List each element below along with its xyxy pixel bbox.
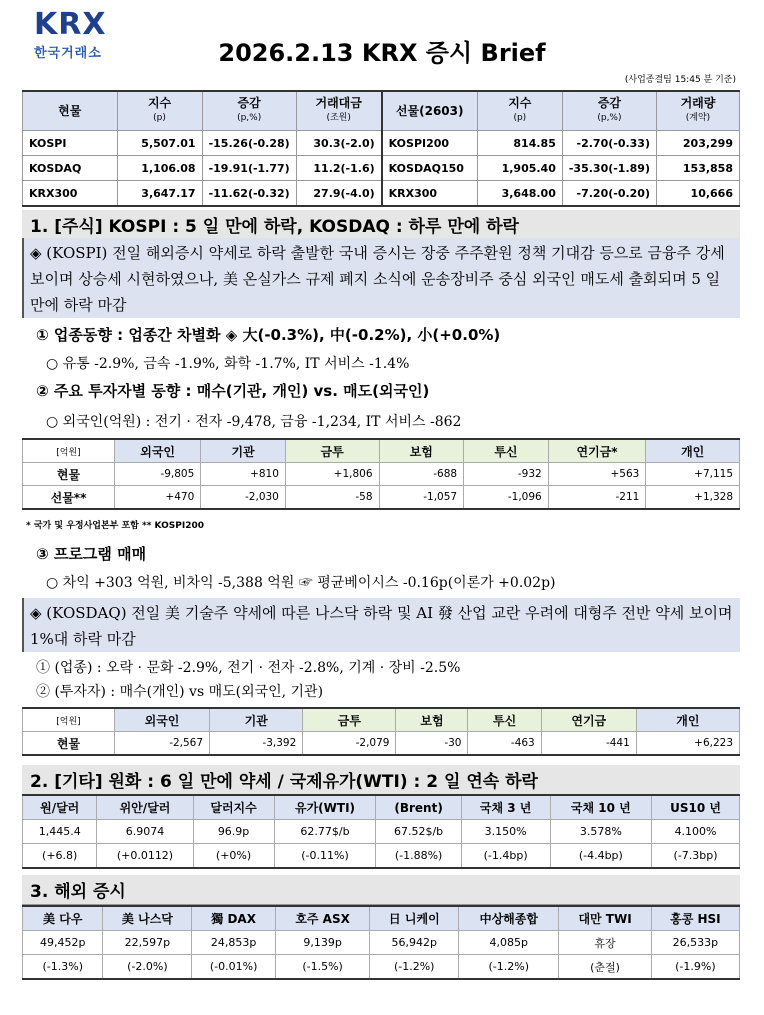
col-ktb10y: 국채 10 년 — [550, 795, 652, 820]
row-label: 현물 — [23, 732, 115, 756]
table-row — [23, 955, 740, 980]
table-cell: +1,328 — [646, 486, 740, 510]
section-3-title: 3. 해외 증시 — [22, 875, 740, 905]
col-institution: 기관 — [210, 708, 303, 732]
table-cell: -2,079 — [303, 732, 396, 756]
table-row — [23, 486, 740, 510]
col-individual: 개인 — [636, 708, 739, 732]
market-index: 3,647.17 — [117, 181, 202, 207]
market-amount: 11.2(-1.6) — [296, 156, 381, 181]
table-cell: +6,223 — [636, 732, 739, 756]
table-row — [23, 463, 740, 486]
col-usdkrw: 원/달러 — [23, 795, 97, 820]
table-cell: (-1.4bp) — [461, 844, 550, 869]
market-change: -19.91(-1.77) — [202, 156, 296, 181]
table-cell: 24,853p — [192, 931, 276, 955]
col-insurance: 보험 — [379, 439, 464, 463]
table-cell: 휴장 — [559, 931, 651, 955]
table-cell: -211 — [548, 486, 646, 510]
header-index: 지수 (p) — [117, 91, 202, 131]
sector-trend-detail: ○ 유통 -2.9%, 금속 -1.9%, 화학 -1.7%, IT 서비스 -1.4% — [46, 356, 410, 372]
table-cell: 96.9p — [193, 820, 274, 844]
futures-name: KOSDAQ150 — [382, 156, 478, 181]
table-cell: -463 — [468, 732, 541, 756]
col-nikkei: 日 니케이 — [370, 906, 459, 931]
table-row — [23, 181, 740, 207]
header-f-volume: 거래량 (계약) — [656, 91, 739, 131]
table-cell: (춘절) — [559, 955, 651, 980]
table-cell: 56,942p — [370, 931, 459, 955]
table-cell: 1,445.4 — [23, 820, 97, 844]
col-brent: (Brent) — [376, 795, 461, 820]
market-index: 5,507.01 — [117, 131, 202, 156]
market-index: 1,106.08 — [117, 156, 202, 181]
footnote: * 국가 및 우정사업본부 포함 ** KOSPI200 — [26, 521, 204, 531]
table-row — [23, 844, 740, 869]
col-twi: 대만 TWI — [559, 906, 651, 931]
unit-label: [억원] — [23, 708, 115, 732]
investor-header-row — [23, 708, 740, 732]
table-cell: 6.9074 — [97, 820, 193, 844]
kosdaq-investor-table — [22, 707, 740, 756]
table-cell: -1,057 — [379, 486, 464, 510]
market-amount: 27.9(-4.0) — [296, 181, 381, 207]
table-cell: (-1.3%) — [23, 955, 103, 980]
program-trading-detail: ○ 차익 +303 억원, 비차익 -5,388 억원 ☞ 평균베이시스 -0.16p(이론가 +0.02p) — [46, 575, 556, 591]
table-cell: -688 — [379, 463, 464, 486]
kospi-summary: ◈ (KOSPI) 전일 해외증시 약세로 하락 출발한 국내 증시는 장중 주주환원 정책 기대감 등으로 금융주 강세 보이며 상승세 시현하였으나, 美 온실가스 규제 폐지 소식에 운송장비주 중심 외국인 매도세 출회되며 5 일 만에 하락 마감 — [22, 238, 740, 318]
table-row — [23, 131, 740, 156]
futures-name: KOSPI200 — [382, 131, 478, 156]
table-cell: 4,085p — [459, 931, 559, 955]
table-cell: (+0%) — [193, 844, 274, 869]
col-pension: 연기금* — [548, 439, 646, 463]
section-1-title: 1. [주식] KOSPI : 5 일 만에 하락, KOSDAQ : 하루 만에 하락 — [22, 210, 740, 240]
col-foreign: 외국인 — [115, 708, 210, 732]
table-cell: (-1.2%) — [370, 955, 459, 980]
kosdaq-investor: ② (투자자) : 매수(개인) vs 매도(외국인, 기관) — [36, 684, 324, 700]
col-shanghai: 中상해종합 — [459, 906, 559, 931]
col-insurance: 보험 — [396, 708, 468, 732]
market-name: KRX300 — [23, 181, 118, 207]
header-f-index: 지수 (p) — [477, 91, 562, 131]
fx-header-row — [23, 795, 740, 820]
investor-header-row — [23, 439, 740, 463]
table-cell: -58 — [285, 486, 379, 510]
table-cell: (-0.01%) — [192, 955, 276, 980]
market-amount: 30.3(-2.0) — [296, 131, 381, 156]
col-asx: 호주 ASX — [275, 906, 369, 931]
market-header-row — [23, 91, 740, 131]
table-cell: (-4.4bp) — [550, 844, 652, 869]
market-name: KOSDAQ — [23, 156, 118, 181]
table-cell: 67.52$/b — [376, 820, 461, 844]
table-cell: (-2.0%) — [103, 955, 192, 980]
header-amount: 거래대금 (조원) — [296, 91, 381, 131]
row-label: 선물** — [23, 486, 115, 510]
overseas-markets-table — [22, 905, 740, 980]
market-name: KOSPI — [23, 131, 118, 156]
logo-subtext: 한국거래소 — [34, 46, 102, 61]
table-row — [23, 820, 740, 844]
market-summary-table — [22, 90, 740, 207]
col-individual: 개인 — [646, 439, 740, 463]
futures-index: 814.85 — [477, 131, 562, 156]
table-cell: -2,030 — [201, 486, 286, 510]
table-cell: 9,139p — [275, 931, 369, 955]
futures-change: -2.70(-0.33) — [562, 131, 656, 156]
table-cell: (-1.88%) — [376, 844, 461, 869]
futures-volume: 153,858 — [656, 156, 739, 181]
col-securities: 금투 — [285, 439, 379, 463]
header-futures: 선물(2603) — [382, 91, 478, 131]
col-dollar-index: 달러지수 — [193, 795, 274, 820]
table-cell: -3,392 — [210, 732, 303, 756]
header-cash: 현물 — [23, 91, 118, 131]
page-title: 2026.2.13 KRX 증시 Brief — [218, 39, 546, 67]
col-us10y: US10 년 — [652, 795, 740, 820]
table-cell: +7,115 — [646, 463, 740, 486]
futures-volume: 203,299 — [656, 131, 739, 156]
col-nasdaq: 美 나스닥 — [103, 906, 192, 931]
market-change: -11.62(-0.32) — [202, 181, 296, 207]
table-cell: -932 — [464, 463, 549, 486]
table-cell: 3.578% — [550, 820, 652, 844]
col-foreign: 외국인 — [115, 439, 201, 463]
section-2-title: 2. [기타] 원화 : 6 일 만에 약세 / 국제유가(WTI) : 2 일 연속 하락 — [22, 765, 740, 795]
col-investment-trust: 투신 — [464, 439, 549, 463]
col-pension: 연기금 — [541, 708, 636, 732]
investor-trend-title: ② 주요 투자자별 동향 : 매수(기관, 개인) vs. 매도(외국인) — [36, 382, 430, 400]
header-change: 증감 (p,%) — [202, 91, 296, 131]
table-cell: +470 — [115, 486, 201, 510]
table-cell: +1,806 — [285, 463, 379, 486]
futures-index: 1,905.40 — [477, 156, 562, 181]
futures-change: -7.20(-0.20) — [562, 181, 656, 207]
logo-text: KRX — [34, 7, 107, 42]
futures-volume: 10,666 — [656, 181, 739, 207]
table-cell: -441 — [541, 732, 636, 756]
col-securities: 금투 — [303, 708, 396, 732]
table-cell: +563 — [548, 463, 646, 486]
table-cell: 62.77$/b — [274, 820, 376, 844]
table-cell: (-1.5%) — [275, 955, 369, 980]
investor-trend-detail: ○ 외국인(억원) : 전기 · 전자 -9,478, 금융 -1,234, IT 서비스 -862 — [46, 414, 462, 430]
table-cell: 26,533p — [651, 931, 739, 955]
table-cell: (-7.3bp) — [652, 844, 740, 869]
table-cell: -9,805 — [115, 463, 201, 486]
futures-index: 3,648.00 — [477, 181, 562, 207]
kosdaq-summary: ◈ (KOSDAQ) 전일 美 기술주 약세에 따른 나스닥 하락 및 AI 發 산업 교란 우려에 대형주 전반 약세 보이며 1%대 하락 마감 — [22, 598, 740, 652]
futures-name: KRX300 — [382, 181, 478, 207]
table-cell: (-1.9%) — [651, 955, 739, 980]
row-label: 현물 — [23, 463, 115, 486]
table-cell: +810 — [201, 463, 286, 486]
col-dax: 獨 DAX — [192, 906, 276, 931]
table-cell: -1,096 — [464, 486, 549, 510]
table-cell: -2,567 — [115, 732, 210, 756]
table-cell: 3.150% — [461, 820, 550, 844]
sector-trend-title: ① 업종동향 : 업종간 차별화 ◈ 大(-0.3%), 中(-0.2%), 小(+0.0%) — [36, 326, 501, 344]
col-investment-trust: 투신 — [468, 708, 541, 732]
table-row — [23, 732, 740, 756]
col-dow: 美 다우 — [23, 906, 103, 931]
table-cell: (+6.8) — [23, 844, 97, 869]
kosdaq-sector: ① (업종) : 오락 · 문화 -2.9%, 전기 · 전자 -2.8%, 기계 · 장비 -2.5% — [36, 660, 461, 676]
table-cell: (-1.2%) — [459, 955, 559, 980]
table-cell: (-0.11%) — [274, 844, 376, 869]
table-cell: 22,597p — [103, 931, 192, 955]
table-cell: -30 — [396, 732, 468, 756]
unit-label: [억원] — [23, 439, 115, 463]
fx-rates-table — [22, 794, 740, 869]
table-cell: 49,452p — [23, 931, 103, 955]
overseas-header-row — [23, 906, 740, 931]
col-ktb3y: 국채 3 년 — [461, 795, 550, 820]
col-cnyusd: 위안/달러 — [97, 795, 193, 820]
futures-change: -35.30(-1.89) — [562, 156, 656, 181]
kospi-investor-table — [22, 438, 740, 510]
header-f-change: 증감 (p,%) — [562, 91, 656, 131]
table-row — [23, 931, 740, 955]
table-row — [23, 156, 740, 181]
market-change: -15.26(-0.28) — [202, 131, 296, 156]
col-institution: 기관 — [201, 439, 286, 463]
program-trading-title: ③ 프로그램 매매 — [36, 545, 147, 563]
col-wti: 유가(WTI) — [274, 795, 376, 820]
col-hsi: 홍콩 HSI — [651, 906, 739, 931]
table-cell: 4.100% — [652, 820, 740, 844]
time-note: (사업종결팀 15:45 분 기준) — [624, 75, 736, 85]
table-cell: (+0.0112) — [97, 844, 193, 869]
